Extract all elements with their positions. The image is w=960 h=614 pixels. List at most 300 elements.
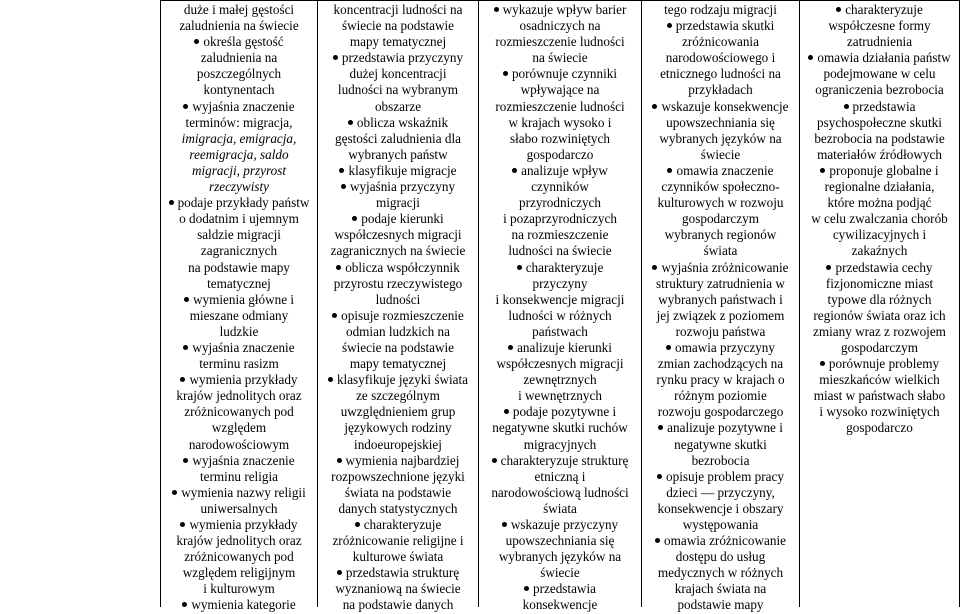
bullet-line xyxy=(319,372,477,388)
bullet-icon xyxy=(180,377,185,382)
line-text: porównuje problemy xyxy=(828,356,940,372)
bullet-icon xyxy=(658,425,663,430)
line-text: świecie na podstawie xyxy=(341,339,455,355)
text-line xyxy=(319,533,477,549)
line-text: zmiany wraz z rozwojem xyxy=(813,323,946,339)
bullet-icon xyxy=(332,313,337,318)
bullet-line xyxy=(801,260,958,276)
text-line xyxy=(643,82,798,98)
line-text: analizuje pozytywne i xyxy=(667,420,783,436)
line-text: o dodatnim i ujemnym xyxy=(179,211,299,227)
bullet-icon xyxy=(808,55,813,60)
bullet-line xyxy=(162,485,316,501)
line-text: regionów świata oraz ich xyxy=(813,307,946,323)
line-text: ludzkie xyxy=(219,323,259,339)
text-line xyxy=(319,131,477,147)
text-line xyxy=(643,292,798,308)
text-line xyxy=(801,372,958,388)
bullet-icon xyxy=(836,7,841,12)
line-text: bezrobocia na podstawie xyxy=(814,130,945,146)
line-text: wyjaśnia znaczenie xyxy=(192,452,295,468)
text-line xyxy=(162,147,316,163)
line-text: negatywne skutki xyxy=(674,436,767,452)
line-text: upowszechniania się xyxy=(505,533,615,549)
text-line xyxy=(480,437,640,453)
bullet-line xyxy=(162,597,316,613)
line-text: zróżnicowanych pod xyxy=(184,404,294,420)
bullet-icon xyxy=(502,522,507,527)
bullet-icon xyxy=(337,570,342,575)
bullet-line xyxy=(162,99,316,115)
column-divider xyxy=(317,0,318,607)
bullet-icon xyxy=(524,586,529,591)
line-text: podaje przykłady państw xyxy=(177,195,310,211)
line-text: rozpowszechnione języki xyxy=(331,468,465,484)
line-text: mieszane odmiany xyxy=(189,307,289,323)
text-line xyxy=(162,18,316,34)
bullet-icon xyxy=(820,168,825,173)
text-line xyxy=(319,147,477,163)
text-line xyxy=(801,276,958,292)
bullet-icon xyxy=(352,216,357,221)
text-line xyxy=(162,179,316,195)
line-text: bezrobocia xyxy=(691,452,750,468)
line-text: konsekwencje i obszary xyxy=(657,500,784,516)
text-line xyxy=(801,340,958,356)
text-line xyxy=(162,308,316,324)
line-text: i wysoko rozwiniętych xyxy=(819,404,940,420)
text-line xyxy=(162,437,316,453)
text-line xyxy=(480,147,640,163)
line-text: państwach xyxy=(532,323,588,339)
line-text: rozwoju gospodarczego xyxy=(657,404,784,420)
text-line xyxy=(801,34,958,50)
text-line xyxy=(643,147,798,163)
line-text: upowszechniania się xyxy=(666,114,775,130)
bullet-icon xyxy=(844,104,849,109)
line-text: przedstawia xyxy=(533,581,596,597)
text-line xyxy=(643,66,798,82)
bullet-line xyxy=(162,517,316,533)
line-text: wybranych państw xyxy=(348,146,448,162)
text-line xyxy=(319,276,477,292)
bullet-line xyxy=(643,163,798,179)
line-text: świata xyxy=(543,500,577,516)
line-text: ludności na świecie xyxy=(508,243,612,259)
text-line xyxy=(801,66,958,82)
line-text: na świecie xyxy=(532,50,588,66)
line-text: przedstawia strukturę xyxy=(345,565,460,581)
text-line xyxy=(643,308,798,324)
text-line xyxy=(162,211,316,227)
text-line xyxy=(801,131,958,147)
text-line xyxy=(480,485,640,501)
bullet-line xyxy=(319,163,477,179)
line-text: i kulturowym xyxy=(203,581,275,597)
text-line xyxy=(480,324,640,340)
line-text: zróżnicowanie religijne i xyxy=(332,533,464,549)
text-line xyxy=(162,115,316,131)
line-text: reemigracja, saldo xyxy=(189,146,289,162)
text-line xyxy=(162,549,316,565)
bullet-icon xyxy=(494,7,499,12)
text-line xyxy=(643,243,798,259)
text-line xyxy=(643,388,798,404)
text-line xyxy=(319,2,477,18)
text-line xyxy=(319,388,477,404)
line-text: świecie xyxy=(540,565,580,581)
bullet-line xyxy=(319,453,477,469)
column-divider xyxy=(641,0,642,607)
bullet-icon xyxy=(652,104,657,109)
text-line xyxy=(643,485,798,501)
text-line xyxy=(162,227,316,243)
text-line xyxy=(319,227,477,243)
text-line xyxy=(319,340,477,356)
bullet-line xyxy=(801,99,958,115)
bullet-icon xyxy=(492,458,497,463)
text-line xyxy=(643,179,798,195)
line-text: wyznaniową na świecie xyxy=(335,581,461,597)
text-line xyxy=(480,597,640,613)
text-line xyxy=(801,179,958,195)
text-line xyxy=(801,292,958,308)
line-text: przyrostu rzeczywistego xyxy=(333,275,463,291)
text-line xyxy=(801,404,958,420)
line-text: opisuje rozmieszczenie xyxy=(341,307,464,323)
text-line xyxy=(480,131,640,147)
text-line xyxy=(643,597,798,613)
bullet-line xyxy=(480,404,640,420)
bullet-icon xyxy=(169,200,174,205)
line-text: medycznych w różnych xyxy=(657,565,784,581)
text-line xyxy=(162,276,316,292)
text-line xyxy=(801,308,958,324)
line-text: terminu religia xyxy=(200,468,278,484)
text-line xyxy=(801,115,958,131)
line-text: narodowościowego i xyxy=(665,50,776,66)
bullet-line xyxy=(319,211,477,227)
line-text: świata na podstawie xyxy=(344,484,452,500)
line-text: wyjaśnia przyczyny xyxy=(349,179,456,195)
line-text: dostępu do usług xyxy=(675,549,766,565)
text-line xyxy=(319,66,477,82)
line-text: typowe dla różnych xyxy=(827,291,932,307)
line-text: zaludnienia na xyxy=(200,50,278,66)
bullet-line xyxy=(319,308,477,324)
line-text: zróżnicowanych pod xyxy=(184,549,294,565)
line-text: charakteryzuje xyxy=(845,2,923,17)
bullet-icon xyxy=(184,297,189,302)
line-text: świata xyxy=(703,243,738,259)
line-text: w krajach wysoko i xyxy=(508,114,612,130)
bullet-icon xyxy=(655,538,660,543)
line-text: regionalne działania, xyxy=(824,179,935,195)
line-text: wymienia najbardziej xyxy=(345,452,460,468)
line-text: gospodarczo xyxy=(526,146,594,162)
line-text: etniczną i xyxy=(534,468,586,484)
text-line xyxy=(643,131,798,147)
line-text: negatywne skutki ruchów xyxy=(492,420,628,436)
bullet-icon xyxy=(652,265,657,270)
column-divider xyxy=(160,0,161,607)
line-text: kontynentach xyxy=(203,82,275,98)
bullet-line xyxy=(480,260,640,276)
line-text: charakteryzuje strukturę xyxy=(500,452,629,468)
line-text: poszczególnych xyxy=(196,66,282,82)
text-line xyxy=(162,2,316,18)
line-text: podaje pozytywne i xyxy=(512,404,617,420)
line-text: zewnętrznych xyxy=(523,372,597,388)
bullet-icon xyxy=(194,39,199,44)
line-text: tego rodzaju migracji xyxy=(664,2,777,17)
line-text: mieszkańców wielkich xyxy=(819,372,940,388)
line-text: na rozmieszczenie xyxy=(511,227,609,243)
text-line xyxy=(643,581,798,597)
line-text: podejmowane w celu xyxy=(823,66,936,82)
line-text: i konsekwencje migracji xyxy=(495,291,625,307)
text-line xyxy=(643,517,798,533)
column-2 xyxy=(319,2,477,614)
line-text: wybranych języków na xyxy=(498,549,622,565)
text-line xyxy=(319,99,477,115)
bullet-icon xyxy=(348,120,353,125)
bullet-line xyxy=(480,453,640,469)
bullet-icon xyxy=(172,490,177,495)
line-text: zmian zachodzących na xyxy=(657,356,784,372)
line-text: narodowościową ludności xyxy=(491,484,629,500)
text-line xyxy=(480,356,640,372)
bullet-icon xyxy=(333,55,338,60)
line-text: słabo rozwiniętych xyxy=(510,130,610,146)
line-text: klasyfikuje języki świata xyxy=(336,372,469,388)
line-text: analizuje kierunki xyxy=(517,339,612,355)
line-text: wymienia kategorie xyxy=(191,597,296,613)
line-text: wskazuje przyczyny xyxy=(510,517,619,532)
bullet-icon xyxy=(666,345,671,350)
bullet-line xyxy=(319,565,477,581)
text-line xyxy=(319,82,477,98)
line-text: ze szczególnym xyxy=(356,388,440,404)
text-line xyxy=(643,565,798,581)
line-text: na podstawie mapy xyxy=(188,259,290,275)
line-text: przyczyny xyxy=(532,275,588,291)
bullet-line xyxy=(162,34,316,50)
text-line xyxy=(480,533,640,549)
text-line xyxy=(801,420,958,436)
line-text: mapy tematycznej xyxy=(349,34,447,50)
line-text: względem xyxy=(211,420,267,436)
line-text: krajów jednolitych oraz xyxy=(176,533,302,549)
bullet-icon xyxy=(183,458,188,463)
text-line xyxy=(480,179,640,195)
line-text: omawia działania państw xyxy=(817,50,951,66)
line-text: współczesne formy xyxy=(828,18,931,34)
bullet-line xyxy=(643,469,798,485)
bullet-line xyxy=(643,18,798,34)
bullet-line xyxy=(162,340,316,356)
text-line xyxy=(480,50,640,66)
text-line xyxy=(480,501,640,517)
line-text: uniwersalnych xyxy=(200,500,278,516)
bullet-line xyxy=(319,179,477,195)
text-line xyxy=(480,115,640,131)
text-line xyxy=(162,501,316,517)
line-text: przedstawia skutki xyxy=(675,18,775,34)
line-text: osadniczych na xyxy=(519,18,601,34)
bullet-line xyxy=(643,260,798,276)
text-line xyxy=(801,195,958,211)
line-text: omawia znaczenie xyxy=(676,162,774,178)
text-line xyxy=(643,227,798,243)
text-line xyxy=(643,2,798,18)
text-line xyxy=(643,195,798,211)
bullet-line xyxy=(480,517,640,533)
line-text: zatrudnienia xyxy=(846,34,913,50)
line-text: świecie xyxy=(700,146,741,162)
line-text: omawia przyczyny xyxy=(675,339,775,355)
bullet-icon xyxy=(339,168,344,173)
line-text: ludności w różnych xyxy=(508,307,612,323)
line-text: przedstawia xyxy=(852,98,916,114)
line-text: czynników społeczno- xyxy=(661,179,780,195)
text-line xyxy=(801,211,958,227)
line-text: gęstości zaludnienia dla xyxy=(335,130,461,146)
bullet-line xyxy=(801,356,958,372)
bullet-line xyxy=(643,340,798,356)
text-line xyxy=(480,243,640,259)
line-text: materiałów źródłowych xyxy=(817,146,942,162)
text-line xyxy=(319,597,477,613)
line-text: które można podjąć xyxy=(827,195,932,211)
text-line xyxy=(319,581,477,597)
text-line xyxy=(480,276,640,292)
bullet-icon xyxy=(826,265,831,270)
line-text: współczesnych migracji xyxy=(334,227,462,243)
line-text: i pozaprzyrodniczych xyxy=(503,211,617,227)
text-line xyxy=(319,356,477,372)
text-line xyxy=(319,34,477,50)
text-line xyxy=(319,195,477,211)
text-line xyxy=(480,34,640,50)
text-line xyxy=(801,82,958,98)
bullet-icon xyxy=(517,265,522,270)
text-line xyxy=(801,227,958,243)
line-text: wymienia przykłady xyxy=(189,517,298,532)
line-text: kulturowe świata xyxy=(352,549,444,565)
text-line xyxy=(643,211,798,227)
line-text: wyjaśnia znaczenie xyxy=(192,339,295,355)
line-text: wpływające na xyxy=(520,82,600,98)
text-line xyxy=(480,308,640,324)
text-line xyxy=(162,260,316,276)
text-line xyxy=(162,420,316,436)
line-text: danych statystycznych xyxy=(338,500,458,516)
text-line xyxy=(162,163,316,179)
text-line xyxy=(801,147,958,163)
line-text: cywilizacyjnych i xyxy=(832,227,927,243)
line-text: kulturowych w rozwoju xyxy=(657,195,784,211)
text-line xyxy=(643,50,798,66)
text-line xyxy=(319,549,477,565)
line-text: zagranicznych na świecie xyxy=(330,243,466,259)
bullet-line xyxy=(162,372,316,388)
line-text: na podstawie danych xyxy=(342,597,454,613)
line-text: jej związek z poziomem xyxy=(656,307,785,323)
line-text: rozwoju państwa xyxy=(675,323,766,339)
line-text: opisuje problem pracy xyxy=(666,468,784,484)
line-text: proponuje globalne i xyxy=(829,162,939,178)
text-line xyxy=(480,82,640,98)
line-text: terminów: migracja, xyxy=(185,114,293,130)
line-text: zagranicznych xyxy=(200,243,278,259)
line-text: przedstawia cechy xyxy=(835,259,933,275)
bullet-line xyxy=(801,50,958,66)
text-line xyxy=(643,404,798,420)
bullet-line xyxy=(480,163,640,179)
bullet-icon xyxy=(180,522,185,527)
bullet-line xyxy=(480,2,640,18)
line-text: struktury zatrudnienia w xyxy=(656,275,785,291)
line-text: saldzie migracji xyxy=(197,227,281,243)
line-text: ograniczenia bezrobocia xyxy=(815,82,944,98)
bullet-icon xyxy=(504,409,509,414)
bullet-line xyxy=(480,66,640,82)
column-3 xyxy=(480,2,640,614)
line-text: zakaźnych xyxy=(851,243,908,259)
line-text: różnym poziomie xyxy=(674,388,767,404)
table-top-border xyxy=(160,0,960,1)
bullet-line xyxy=(643,533,798,549)
text-line xyxy=(319,18,477,34)
text-line xyxy=(162,404,316,420)
text-line xyxy=(162,243,316,259)
line-text: uwzględnieniem grup xyxy=(340,404,456,420)
line-text: indoeuropejskiej xyxy=(354,436,442,452)
bullet-icon xyxy=(503,71,508,76)
line-text: duże i małej gęstości xyxy=(183,2,295,17)
line-text: etnicznego ludności na xyxy=(660,66,781,82)
bullet-line xyxy=(643,420,798,436)
text-line xyxy=(319,437,477,453)
line-text: świecie na podstawie xyxy=(341,18,455,34)
text-line xyxy=(643,501,798,517)
line-text: wymienia przykłady xyxy=(189,372,298,388)
line-text: koncentracji ludności na xyxy=(333,2,463,17)
line-text: gospodarczym xyxy=(841,339,918,355)
bullet-line xyxy=(162,292,316,308)
text-line xyxy=(643,437,798,453)
bullet-icon xyxy=(336,265,341,270)
text-line xyxy=(480,549,640,565)
line-text: podstawie mapy xyxy=(677,597,764,613)
text-line xyxy=(643,453,798,469)
line-text: oblicza wskaźnik xyxy=(356,114,449,130)
text-line xyxy=(480,18,640,34)
line-text: wybranych regionów xyxy=(664,227,777,243)
bullet-line xyxy=(319,115,477,131)
line-text: wskazuje konsekwencje xyxy=(661,98,789,114)
line-text: określa gęstość xyxy=(203,34,284,50)
column-divider xyxy=(478,0,479,607)
line-text: podaje kierunki xyxy=(361,211,444,227)
bullet-line xyxy=(480,340,640,356)
line-text: imigracja, emigracja, xyxy=(181,130,297,146)
line-text: mapy tematycznej xyxy=(349,356,447,372)
line-text: wyjaśnia znaczenie xyxy=(192,98,295,114)
line-text: charakteryzuje xyxy=(363,517,442,532)
text-line xyxy=(162,581,316,597)
